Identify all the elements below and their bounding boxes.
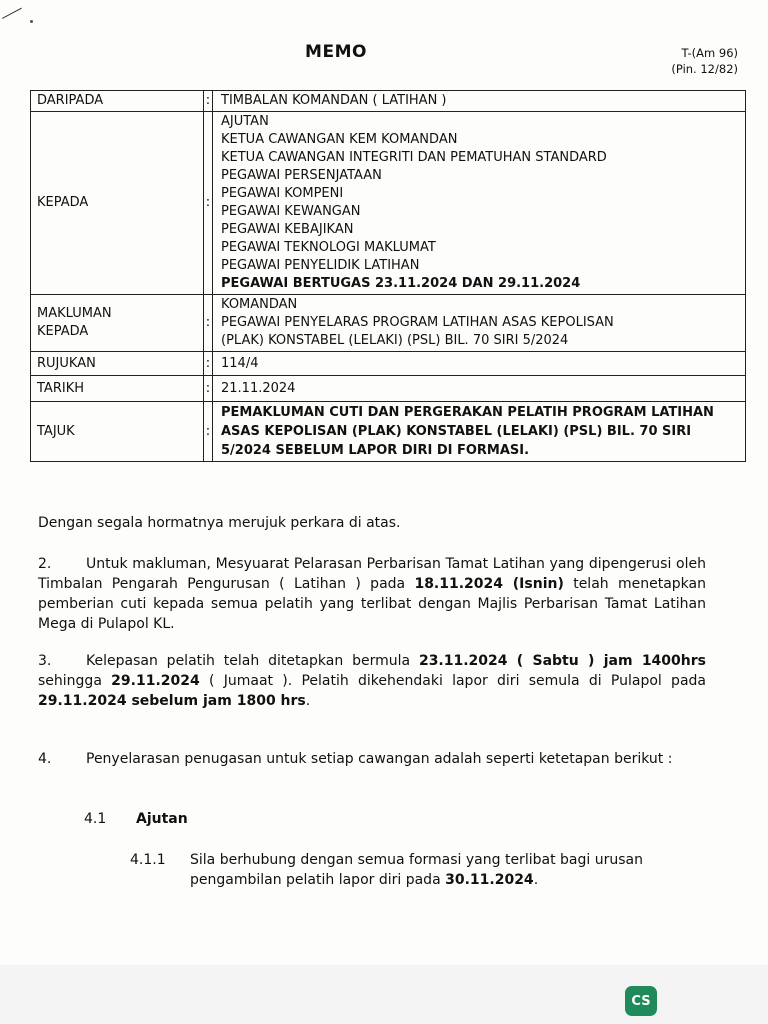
kepada-label: KEPADA [31, 112, 204, 295]
makluman-item: KOMANDAN [221, 297, 298, 312]
section-4-1 [84, 809, 752, 829]
paragraph-3 [38, 651, 706, 711]
subsection-4-1-1-text-a: Sila berhubung dengan semua formasi yang terlibat bagi urusan pengambilan pelatih lapor diri pada [190, 852, 643, 888]
corner-pen-mark [2, 8, 28, 32]
paragraph-2-text-c: telah menetapkan pemberian cuti kepada semua pelatih yang terlibat dengan Majlis Perbarisan Tamat Latihan Mega di Pulapol KL. [38, 576, 706, 632]
rujukan-value: 114/4 [213, 352, 746, 376]
kepada-item: PEGAWAI PERSENJATAAN [221, 168, 382, 183]
makluman-values [213, 295, 746, 352]
paragraph-4-text: Penyelarasan penugasan untuk setiap cawangan adalah seperti ketetapan berikut : [86, 751, 673, 767]
kepada-item: AJUTAN [221, 114, 269, 129]
makluman-item: (PLAK) KONSTABEL (LELAKI) (PSL) BIL. 70 SIRI 5/2024 [221, 333, 569, 348]
paragraph-2-text-a: Untuk makluman, Mesyuarat Pelarasan Perbarisan Tamat Latihan yang dipengerusi oleh Timbalan Pengarah Pengurusan ( Latihan ) pada [38, 556, 706, 592]
memo-header-table [30, 90, 746, 462]
subsection-4-1-1-date: 30.11.2024 [445, 872, 534, 888]
tajuk-value: PEMAKLUMAN CUTI DAN PERGERAKAN PELATIH PROGRAM LATIHAN ASAS KEPOLISAN (PLAK) KONSTABEL (LELAKI) (PSL) BIL. 70 SIRI 5/2024 SEBELUM LAPOR DIRI DI FORMASI. [213, 402, 746, 462]
makluman-label [31, 295, 204, 352]
paragraph-2-number: 2. [38, 556, 52, 572]
row-rujukan [31, 352, 746, 376]
kepada-item: PEGAWAI PENYELIDIK LATIHAN [221, 258, 420, 273]
row-makluman [31, 295, 746, 352]
paragraph-1: Dengan segala hormatnya merujuk perkara di atas. [38, 515, 401, 531]
kepada-item-bold: PEGAWAI BERTUGAS 23.11.2024 DAN 29.11.2024 [221, 276, 581, 291]
colon: : [204, 112, 213, 295]
corner-dot [30, 20, 33, 23]
colon: : [204, 91, 213, 112]
kepada-item: PEGAWAI KEBAJIKAN [221, 222, 354, 237]
section-4-1-number: 4.1 [84, 811, 107, 827]
makluman-item: PEGAWAI PENYELARAS PROGRAM LATIHAN ASAS KEPOLISAN [221, 315, 614, 330]
paragraph-3-return: 29.11.2024 sebelum jam 1800 hrs [38, 693, 306, 709]
paragraph-3-text-c: sehingga [38, 673, 112, 689]
paragraph-3-start: 23.11.2024 ( Sabtu ) jam 1400hrs [418, 653, 706, 669]
camscanner-logo: CS [625, 986, 657, 1016]
subsection-4-1-1 [130, 850, 700, 890]
paragraph-4-number: 4. [38, 751, 52, 767]
colon: : [204, 402, 213, 462]
daripada-label: DARIPADA [31, 91, 204, 112]
subsection-4-1-1-text-c: . [533, 872, 539, 888]
subsection-4-1-1-number: 4.1.1 [130, 852, 166, 868]
paragraph-2 [38, 554, 706, 634]
kepada-item: PEGAWAI TEKNOLOGI MAKLUMAT [221, 240, 436, 255]
form-code [671, 45, 738, 77]
paragraph-3-end-date: 29.11.2024 [111, 673, 200, 689]
kepada-item: KETUA CAWANGAN KEM KOMANDAN [221, 132, 458, 147]
tarikh-value: 21.11.2024 [213, 376, 746, 402]
tajuk-label: TAJUK [31, 402, 204, 462]
row-tajuk [31, 402, 746, 462]
colon: : [204, 295, 213, 352]
row-kepada [31, 112, 746, 295]
kepada-item: PEGAWAI KEWANGAN [221, 204, 361, 219]
paragraph-2-date: 18.11.2024 (Isnin) [414, 576, 564, 592]
paragraph-3-text-a: Kelepasan pelatih telah ditetapkan bermula [86, 653, 419, 669]
section-4-1-title: Ajutan [136, 811, 188, 827]
row-daripada [31, 91, 746, 112]
memo-title: MEMO [305, 42, 367, 62]
row-tarikh [31, 376, 746, 402]
makluman-label-line-2: KEPADA [37, 324, 89, 339]
kepada-values [213, 112, 746, 295]
paragraph-3-number: 3. [38, 653, 52, 669]
kepada-item: KETUA CAWANGAN INTEGRITI DAN PEMATUHAN STANDARD [221, 150, 607, 165]
makluman-label-line-1: MAKLUMAN [37, 306, 112, 321]
paragraph-3-text-g: . [305, 693, 311, 709]
kepada-item: PEGAWAI KOMPENI [221, 186, 344, 201]
subsection-4-1-1-text [190, 850, 700, 890]
form-code-line-2: (Pin. 12/82) [671, 62, 738, 76]
paragraph-4 [38, 749, 706, 769]
form-code-line-1: T-(Am 96) [681, 46, 738, 60]
tarikh-label: TARIKH [31, 376, 204, 402]
rujukan-label: RUJUKAN [31, 352, 204, 376]
paragraph-3-text-e: ( Jumaat ). Pelatih dikehendaki lapor diri semula di Pulapol pada [199, 673, 706, 689]
daripada-value: TIMBALAN KOMANDAN ( LATIHAN ) [213, 91, 746, 112]
colon: : [204, 376, 213, 402]
colon: : [204, 352, 213, 376]
